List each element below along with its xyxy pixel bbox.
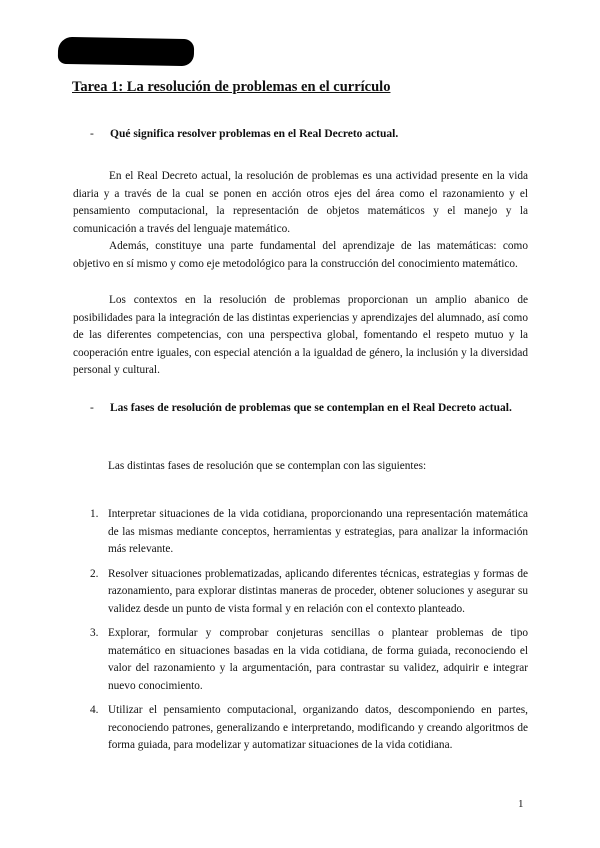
list-item-text: Resolver situaciones problematizadas, aplicando diferentes técnicas, estrategias y formas de razonamiento, para explorar distintas maneras de proceder, obtener soluciones y asegurar su validez desde un punto de vista formal y en relación con el contexto planteado. xyxy=(108,567,528,615)
list-item xyxy=(90,625,528,695)
list-item-number: 2. xyxy=(90,567,99,580)
paragraph-3: Los contextos en la resolución de problemas proporcionan un amplio abanico de posibilidades para la integración de las distintas experiencias y aprendizajes del alumnado, así como de las diferentes competencias, con una perspectiva global, fomentando el respeto mutuo y la cooperación entre iguales, con especial atención a la igualdad de género, la inclusión y la diversidad personal y cultural. xyxy=(73,294,528,376)
section-heading-2 xyxy=(90,400,528,417)
section-heading-1-text: Qué significa resolver problemas en el Real Decreto actual. xyxy=(110,128,399,140)
list-item-number: 4. xyxy=(90,704,99,716)
bullet-dash: - xyxy=(90,402,94,414)
paragraph-2: Además, constituye una parte fundamental del aprendizaje de las matemáticas: como objetivo en sí mismo y como eje metodológico para la construcción del conocimiento matemático. xyxy=(73,240,528,270)
list-item-number: 1. xyxy=(90,508,99,520)
section-heading-2-text: Las fases de resolución de problemas que se contemplan en el Real Decreto actual. xyxy=(110,402,512,414)
paragraph-1: En el Real Decreto actual, la resolución de problemas es una actividad presente en la vida diaria y a través de la cual se ponen en acción otros ejes del área como el razonamiento y el pensamiento computacional, la representación de objetos matemáticos y el manejo y la comunicación a través del lenguaje matemático. xyxy=(73,170,528,235)
list-item-number: 3. xyxy=(90,627,99,639)
list-item xyxy=(90,566,528,619)
list-item xyxy=(90,506,528,559)
list-item xyxy=(90,702,528,755)
phases-list xyxy=(90,506,528,762)
phases-intro: Las distintas fases de resolución que se contemplan con las siguientes: xyxy=(108,460,427,472)
redacted-name-block xyxy=(58,37,194,66)
list-item-text: Explorar, formular y comprobar conjeturas sencillas o plantear problemas de tipo matemático en situaciones basadas en la vida cotidiana, de forma guiada, reconociendo el valor del razonamiento y la argumentación, para contrastar su validez, adquirir e integrar nuevo conocimiento. xyxy=(108,627,528,692)
page-number: 1 xyxy=(518,798,524,810)
page-title: Tarea 1: La resolución de problemas en el currículo xyxy=(72,79,391,95)
bullet-dash: - xyxy=(90,128,94,140)
list-item-text: Interpretar situaciones de la vida cotidiana, proporcionando una representación matemática de las mismas mediante conceptos, herramientas y estrategias, para analizar la información más relevante. xyxy=(108,508,528,555)
list-item-text: Utilizar el pensamiento computacional, organizando datos, descomponiendo en partes, reconociendo patrones, generalizando e interpretando, modificando y creando algoritmos de forma guiada, para modelizar y automatizar situaciones de la vida cotidiana. xyxy=(108,704,528,751)
section-heading-1 xyxy=(90,126,528,143)
